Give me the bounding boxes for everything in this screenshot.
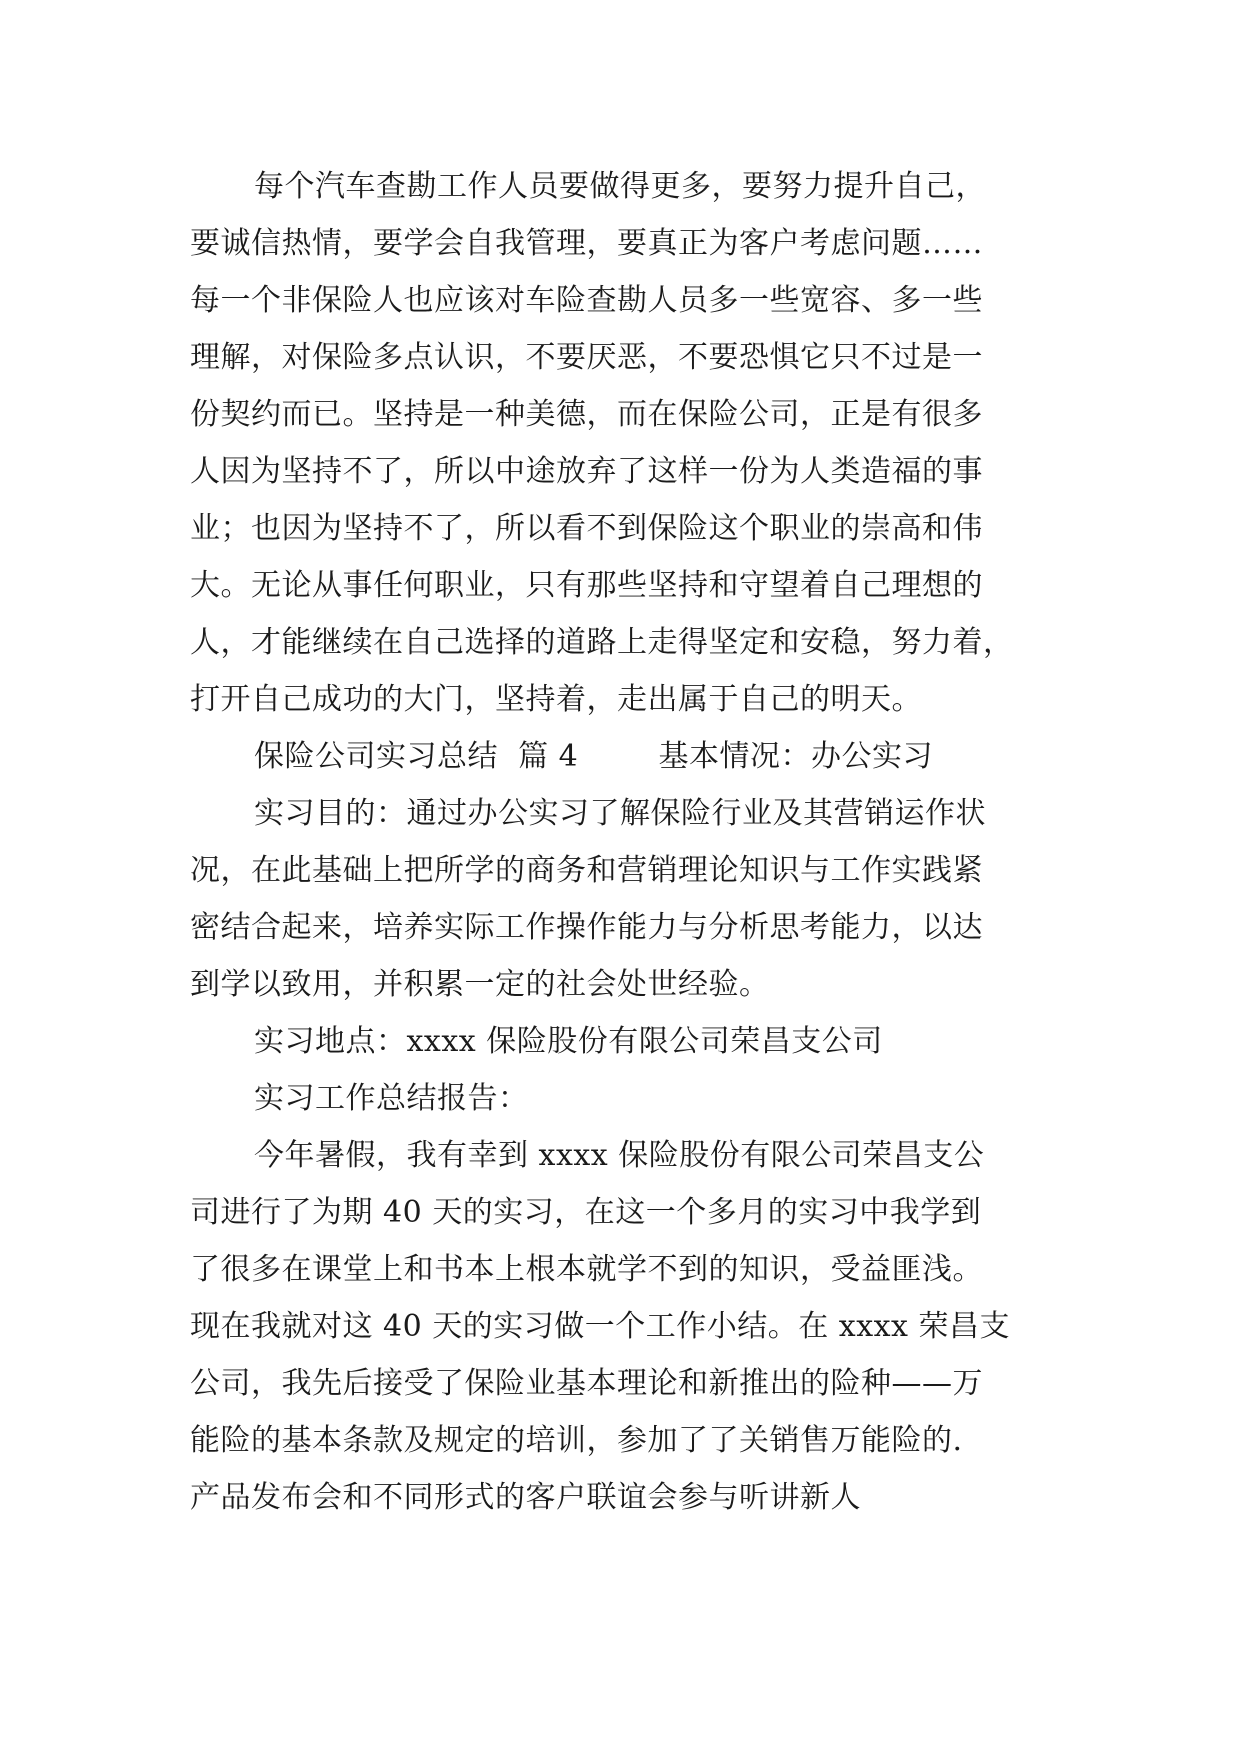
text-line: 理解，对保险多点认识，不要厌恶，不要恐惧它只不过是一 xyxy=(190,340,983,375)
text-line: 实习工作总结报告： xyxy=(254,1081,529,1116)
text-line: 现在我就对这 40 天的实习做一个工作小结。在 xxxx 荣昌支 xyxy=(190,1309,1010,1344)
text-line: 人，才能继续在自己选择的道路上走得坚定和安稳，努力着， xyxy=(190,625,1014,660)
text-line: 公司，我先后接受了保险业基本理论和新推出的险种——万 xyxy=(190,1366,983,1401)
text-line: 人因为坚持不了，所以中途放弃了这样一份为人类造福的事 xyxy=(190,454,983,489)
text-line: 密结合起来，培养实际工作操作能力与分析思考能力，以达 xyxy=(190,910,983,945)
text-line: 实习地点：xxxx 保险股份有限公司荣昌支公司 xyxy=(254,1024,883,1059)
text-line: 实习目的：通过办公实习了解保险行业及其营销运作状 xyxy=(254,796,986,831)
text-line: 况，在此基础上把所学的商务和营销理论知识与工作实践紧 xyxy=(190,853,983,888)
text-line: 每一个非保险人也应该对车险查勘人员多一些宽容、多一些 xyxy=(190,283,983,318)
section-heading: 保险公司实习总结 篇 4 基本情况：办公实习 xyxy=(254,739,933,774)
text-line: 产品发布会和不同形式的客户联谊会参与听讲新人 xyxy=(190,1480,861,1515)
text-line: 大。无论从事任何职业，只有那些坚持和守望着自己理想的 xyxy=(190,568,983,603)
text-line: 业；也因为坚持不了，所以看不到保险这个职业的崇高和伟 xyxy=(190,511,983,546)
text-line: 到学以致用，并积累一定的社会处世经验。 xyxy=(190,967,770,1002)
text-line: 要诚信热情，要学会自我管理，要真正为客户考虑问题…… xyxy=(190,226,983,261)
text-line: 份契约而已。坚持是一种美德，而在保险公司，正是有很多 xyxy=(190,397,983,432)
text-line: 每个汽车查勘工作人员要做得更多，要努力提升自己， xyxy=(254,169,986,204)
text-line: 司进行了为期 40 天的实习，在这一个多月的实习中我学到 xyxy=(190,1195,982,1230)
text-line: 今年暑假，我有幸到 xxxx 保险股份有限公司荣昌支公 xyxy=(254,1138,985,1173)
text-line: 能险的基本条款及规定的培训，参加了了关销售万能险的. xyxy=(190,1423,963,1458)
text-line: 了很多在课堂上和书本上根本就学不到的知识，受益匪浅。 xyxy=(190,1252,983,1287)
text-line: 打开自己成功的大门，坚持着，走出属于自己的明天。 xyxy=(190,682,922,717)
document-body xyxy=(190,158,1090,1526)
